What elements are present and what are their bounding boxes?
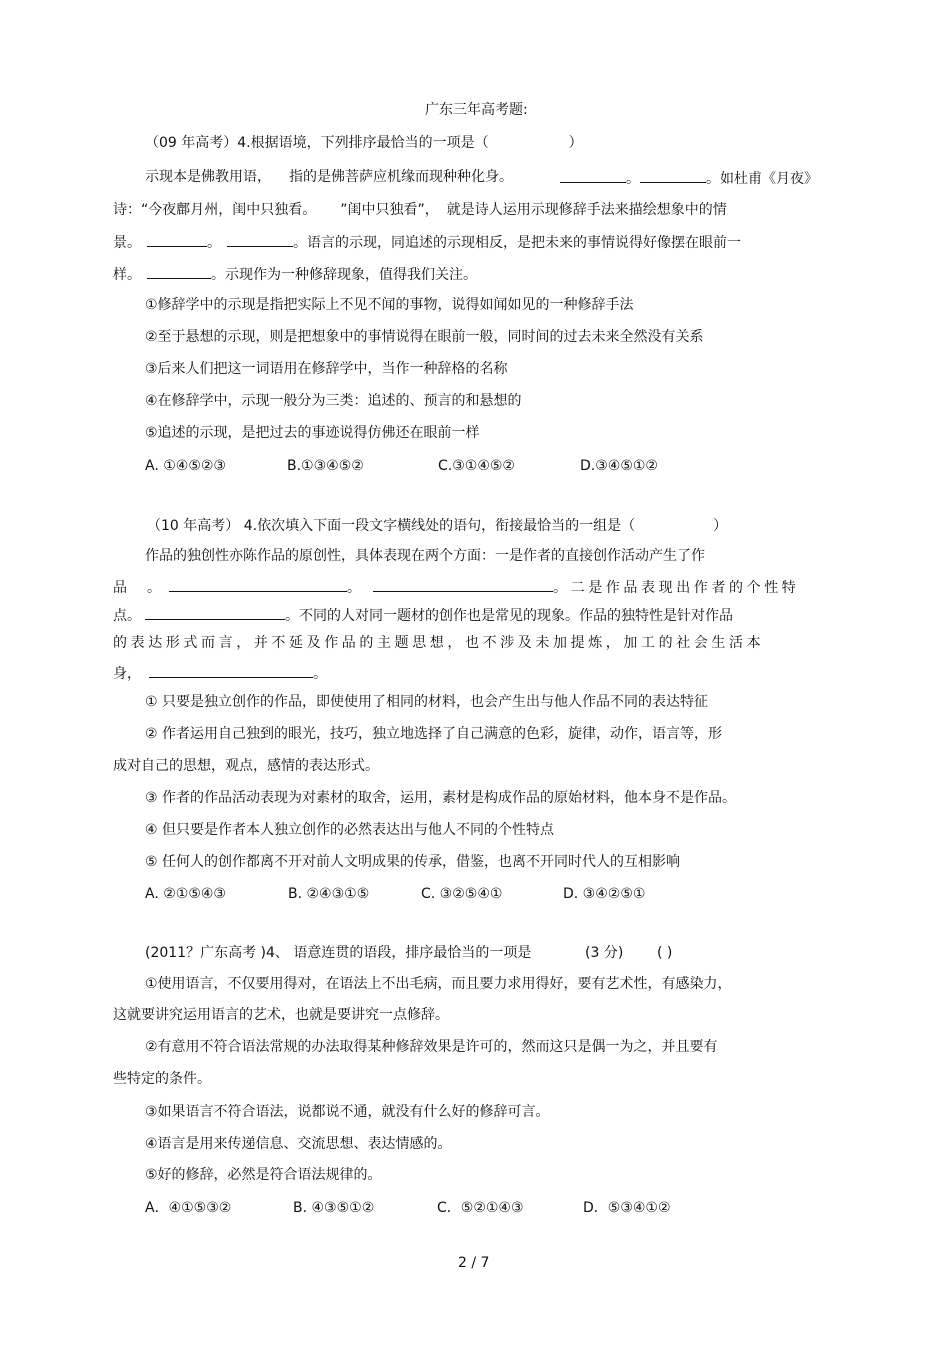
answer-blank[interactable]	[373, 577, 553, 592]
q3-stem-text: (2011？广东高考 )4、 语意连贯的语段，排序最恰当的一项是	[145, 945, 532, 961]
q1-item: ④在修辞学中，示现一般分为三类：追述的、预言的和悬想的	[145, 393, 522, 409]
q1-stem-paren: ）	[568, 135, 583, 151]
q2-p5-b: 。	[313, 666, 327, 682]
q1-stem-text: （09 年高考）4.根据语境，下列排序最恰当的一项是（	[145, 135, 489, 151]
q1-item: ③后来人们把这一词语用在修辞学中，当作一种辞格的名称	[145, 361, 508, 377]
answer-blank[interactable]	[227, 232, 293, 247]
q3-score: (3 分)	[585, 945, 624, 961]
q3-item-continuation: 些特定的条件。	[113, 1071, 211, 1087]
q3-item: ①使用语言，不仅要用得对，在语法上不出毛病，而且要力求用得好，要有艺术性，有感染力，	[145, 976, 732, 992]
q2-p2-d: 。二是作品表现出作者的个性特	[553, 580, 800, 596]
q2-item: ⑤ 任何人的创作都离不开对前人文明成果的传承，借鉴，也离不开同时代人的互相影响	[145, 854, 680, 870]
q2-p2-a: 品	[113, 580, 127, 596]
q3-option-d[interactable]: D．⑤③④①②	[583, 1200, 671, 1216]
q2-passage-line-2	[113, 577, 799, 597]
q1-option-a[interactable]: A. ①④⑤②③	[145, 458, 226, 474]
q1-p2: 诗：“今夜鄜月州，闺中只独看。	[113, 202, 317, 218]
q2-option-a[interactable]: A. ②①⑤④③	[145, 886, 226, 902]
q2-passage-line-5	[113, 663, 327, 683]
answer-blank[interactable]	[560, 168, 626, 183]
q1-item: ⑤追述的示现，是把过去的事迹说得仿佛还在眼前一样	[145, 425, 480, 441]
q2-item: ② 作者运用自己独到的眼光，技巧，独立地选择了自己满意的色彩，旋律，动作，语言等，形	[145, 726, 722, 742]
q1-passage-line-3	[113, 232, 741, 252]
q3-stem	[145, 944, 531, 962]
q1-option-b[interactable]: B.①③④⑤②	[287, 458, 364, 474]
q1-option-c[interactable]: C.③①④⑤②	[438, 458, 515, 474]
q2-stem-paren: ）	[713, 518, 728, 534]
q1-p1-b: 指的是佛菩萨应机缘而现种种化身。	[289, 169, 513, 185]
q2-p2-b: 。	[147, 580, 161, 596]
page-number: 2 / 7	[458, 1255, 490, 1271]
q1-p1-a: 示现本是佛教用语，	[145, 169, 271, 185]
q3-item-continuation: 这就要讲究运用语言的艺术，也就是要讲究一点修辞。	[113, 1007, 449, 1023]
q1-p3-b: 。	[207, 235, 221, 251]
q1-passage-line-1-end	[560, 168, 818, 188]
q2-p2-c: 。	[347, 580, 361, 596]
answer-blank[interactable]	[640, 168, 706, 183]
q2-passage-line-3	[113, 605, 733, 625]
q1-item: ②至于悬想的示现，则是把想象中的事情说得在眼前一般，同时间的过去未来全然没有关系	[145, 329, 704, 345]
q3-answer-paren: ( )	[657, 945, 673, 961]
page-title: 广东三年高考题:	[425, 102, 528, 118]
q2-item: ④ 但只要是作者本人独立创作的必然表达出与他人不同的个性特点	[145, 822, 554, 838]
answer-blank[interactable]	[169, 577, 347, 592]
q3-item: ⑤好的修辞，必然是符合语法规律的。	[145, 1167, 382, 1183]
q1-item: ①修辞学中的示现是指把实际上不见不闻的事物，说得如闻如见的一种修辞手法	[145, 297, 634, 313]
q2-passage-line-1: 作品的独创性亦陈作品的原创性，具体表现在两个方面：一是作者的直接创作活动产生了作	[145, 548, 705, 564]
q3-item: ④语言是用来传递信息、交流思想、表达情感的。	[145, 1136, 452, 1152]
answer-blank[interactable]	[145, 605, 285, 620]
answer-blank[interactable]	[149, 663, 313, 678]
q2-option-b[interactable]: B. ②④③①⑤	[288, 886, 370, 902]
q1-p4-b: 。示现作为一种修辞现象，值得我们关注。	[211, 267, 477, 283]
q2-item-continuation: 成对自己的思想，观点，感情的表达形式。	[113, 758, 379, 774]
q2-p3-a: 点。	[113, 608, 141, 624]
q3-option-c[interactable]: C．⑤②①④③	[437, 1200, 524, 1216]
answer-blank[interactable]	[147, 264, 211, 279]
q1-stem	[145, 134, 583, 152]
q1-p1-d: 。如杜甫《月夜》	[706, 171, 818, 187]
q1-option-d[interactable]: D.③④⑤①②	[580, 458, 658, 474]
q3-option-b[interactable]: B. ④③⑤①②	[293, 1200, 375, 1216]
q3-item: ②有意用不符合语法常规的办法取得某种修辞效果是许可的，然而这只是偶一为之，并且要有	[145, 1039, 718, 1055]
q2-item: ① 只要是独立创作的作品，即使使用了相同的材料，也会产生出与他人作品不同的表达特征	[145, 694, 708, 710]
answer-blank[interactable]	[147, 232, 207, 247]
q1-p1-c: 。	[626, 171, 640, 187]
q1-p2-c: 就是诗人运用示现修辞手法来描绘想象中的情	[446, 202, 727, 218]
q1-passage-line-1	[145, 168, 513, 186]
q2-item: ③ 作者的作品活动表现为对素材的取舍，运用，素材是构成作品的原始材料，他本身不是作品。	[145, 790, 736, 806]
q2-p5-a: 身，	[113, 666, 141, 682]
q1-p2-b: ”闺中只独看”，	[340, 202, 439, 218]
q1-passage-line-4	[113, 264, 477, 284]
q2-option-d[interactable]: D. ③④②⑤①	[563, 886, 646, 902]
q2-stem-text: （10 年高考） 4.依次填入下面一段文字横线处的语句，衔接最恰当的一组是（	[147, 518, 636, 534]
q1-p4-a: 样。	[113, 267, 141, 283]
q2-stem	[147, 517, 727, 535]
q1-p3-a: 景。	[113, 235, 141, 251]
q3-option-a[interactable]: A．④①⑤③②	[145, 1200, 232, 1216]
q1-passage-line-2	[113, 201, 727, 219]
q3-item: ③如果语言不符合语法，说都说不通，就没有什么好的修辞可言。	[145, 1104, 550, 1120]
q2-passage-line-4: 的表达形式而言，并不延及作品的主题思想，也不涉及未加提炼，加工的社会生活本	[113, 635, 765, 651]
q2-p3-b: 。不同的人对同一题材的创作也是常见的现象。作品的独特性是针对作品	[285, 608, 733, 624]
q2-option-c[interactable]: C. ③②⑤④①	[421, 886, 503, 902]
q1-p3-c: 。语言的示现，同追述的示现相反，是把未来的事情说得好像摆在眼前一	[293, 235, 741, 251]
